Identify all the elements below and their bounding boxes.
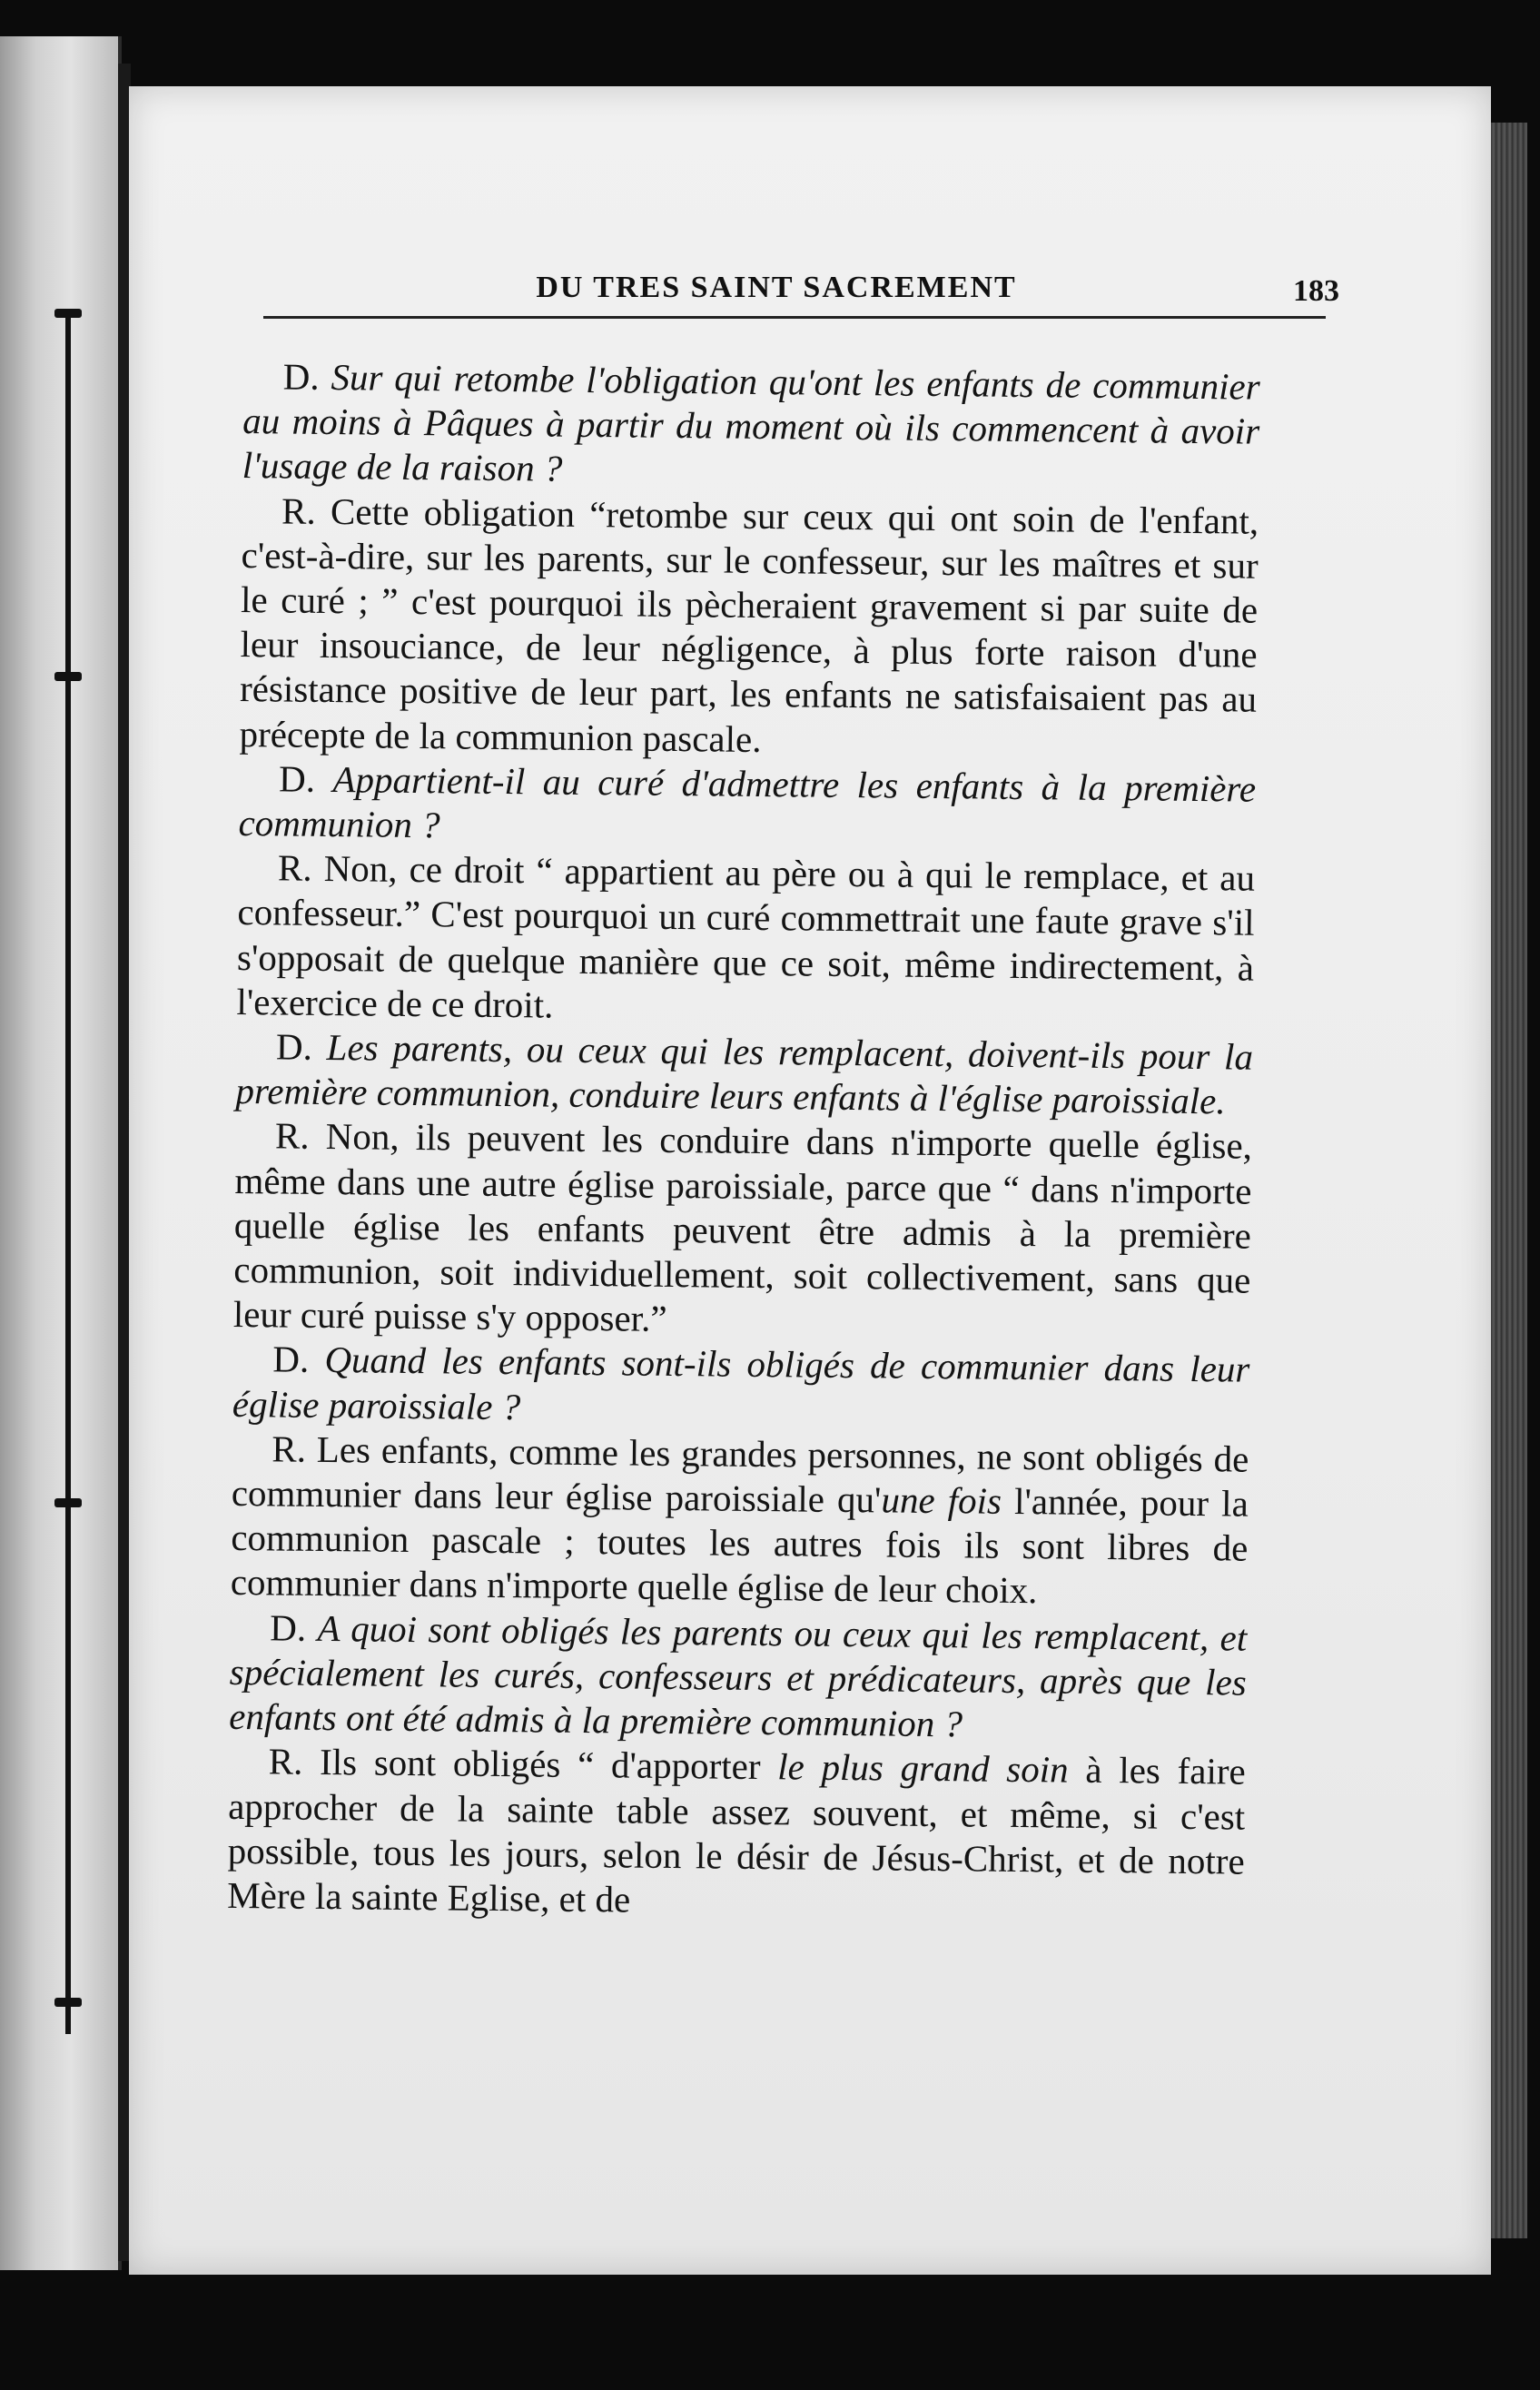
question-text: Les parents, ou ceux qui les remplacent, doivent-ils pour la première communion, conduire leurs enfants à l'église paroissiale. bbox=[235, 1026, 1254, 1122]
question-paragraph bbox=[242, 354, 1259, 499]
question-marker: D. bbox=[272, 1338, 310, 1381]
answer-paragraph bbox=[233, 1113, 1253, 1348]
question-marker: D. bbox=[282, 355, 320, 398]
answer-text-before: Ils sont obligés “ d'apporter bbox=[319, 1741, 778, 1788]
question-text: A quoi sont obligés les parents ou ceux qui les remplacent, et spécialement les curés, confesseurs et prédicateurs, après que les enfants ont été admis à la première communion ? bbox=[229, 1606, 1248, 1745]
left-page-edge bbox=[0, 36, 122, 2270]
answer-text-after: à les faire approcher de la sainte table assez souvent, et même, si c'est possible, tous les jours, selon le désir de Jésus-Christ, et de notre Mère la sainte Eglise, et de bbox=[226, 1748, 1246, 1921]
body-text bbox=[227, 354, 1260, 1929]
page-number: 183 bbox=[1293, 274, 1339, 308]
answer-text: Non, ils peuvent les conduire dans n'importe quelle église, même dans une autre église paroissiale, parce que “ dans n'importe quelle église les enfants peuvent être admis à la première communion, soit individuellement, soit collectivement, sans que leur curé puisse s'y opposer.” bbox=[232, 1115, 1253, 1340]
answer-marker: R. bbox=[271, 1427, 307, 1470]
answer-marker: R. bbox=[281, 489, 317, 532]
answer-paragraph bbox=[227, 1739, 1246, 1929]
answer-text: Cette obligation “retombe sur ceux qui ont soin de l'enfant, c'est-à-dire, sur les parents, sur le confesseur, sur les maîtres et sur le curé ; ” c'est pourquoi ils pècheraient gravement si par suite de leur insouciance, de leur négligence, à plus forte raison d'une résistance positive de leur part, les enfants ne satisfaisaient pas au précepte de la communion pascale. bbox=[239, 489, 1259, 760]
answer-text-before: Les enfants, comme les grandes personnes, ne sont obligés de communier dans leur église paroissiale qu' bbox=[231, 1427, 1249, 1521]
answer-marker: R. bbox=[268, 1740, 303, 1783]
binding-knot bbox=[54, 1498, 82, 1507]
question-marker: D. bbox=[278, 757, 316, 800]
binding-knot bbox=[54, 309, 82, 318]
question-paragraph bbox=[238, 756, 1256, 856]
question-marker: D. bbox=[275, 1025, 313, 1068]
binding-knot bbox=[54, 672, 82, 681]
answer-paragraph bbox=[231, 1427, 1249, 1616]
answer-text-after: l'année, pour la communion pascale ; toutes les autres fois ils sont libres de communier dans n'importe quelle église de leur choix. bbox=[230, 1479, 1249, 1612]
question-text: Appartient-il au curé d'admettre les enfants à la première communion ? bbox=[238, 757, 1257, 846]
answer-marker: R. bbox=[277, 846, 312, 890]
answer-text-italic: une fois bbox=[881, 1478, 1002, 1522]
answer-text-italic: le plus grand soin bbox=[777, 1745, 1069, 1791]
answer-marker: R. bbox=[274, 1114, 310, 1158]
question-text: Quand les enfants sont-ils obligés de communier dans leur église paroissiale ? bbox=[232, 1338, 1250, 1427]
header-rule bbox=[263, 316, 1326, 319]
binding-knot bbox=[54, 1998, 82, 2007]
question-paragraph bbox=[232, 1337, 1250, 1437]
question-marker: D. bbox=[270, 1606, 307, 1649]
answer-text: Non, ce droit “ appartient au père ou à qui le remplace, et au confesseur.” C'est pourquoi un curé commettrait une faute grave s'il s'opposait de quelque manière que ce soit, même indirectement, à l'exercice de ce droit. bbox=[236, 847, 1256, 1026]
running-title: DU TRES SAINT SACREMENT bbox=[536, 271, 1017, 304]
question-paragraph bbox=[235, 1024, 1253, 1124]
binding-thread bbox=[65, 309, 71, 2034]
answer-paragraph bbox=[239, 489, 1259, 767]
question-paragraph bbox=[229, 1605, 1247, 1750]
page-stack-edge bbox=[1491, 123, 1527, 2238]
running-head bbox=[263, 271, 1339, 325]
answer-paragraph bbox=[236, 845, 1255, 1035]
question-text: Sur qui retombe l'obligation qu'ont les enfants de communier au moins à Pâques à partir du moment où ils commencent à avoir l'usage de la raison ? bbox=[242, 356, 1260, 490]
